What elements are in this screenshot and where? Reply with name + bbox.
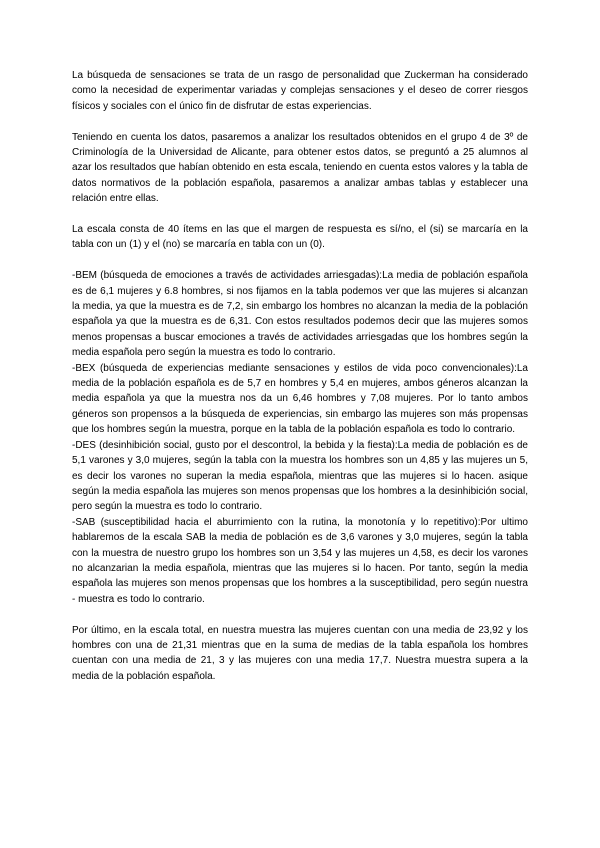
bem-paragraph: -BEM (búsqueda de emociones a través de actividades arriesgadas):La media de población española es de 6,1 mujeres y 6.8 hombres, si nos fijamos en la tabla podemos ver que las mujeres si alcanzan la media, ya que la muestra es de 7,2, sin embargo los hombres no alcanzan la media de la población española ya que la muestra es de 6,31. Con estos resultados podemos decir que las mujeres somos menos propensas a buscar emociones a través de actividades arriesgadas que los hombres según la media española pero según la muestra es todo lo contrario.: [72, 270, 528, 359]
bex-paragraph: -BEX (búsqueda de experiencias mediante sensaciones y estilos de vida poco convencionales):La media de la población española es de 5,7 en hombres y 5,4 en mujeres, ambos géneros alcanzan la media española ya que la muestra nos da un 6,46 hombres y 7,08 mujeres. Por lo tanto ambos géneros son propensos a la búsqueda de experiencias, sin embargo las mujeres son más propensas que los hombres según la muestra, porque en la tabla de la población española es todo lo contrario.: [72, 362, 528, 436]
sab-paragraph: -SAB (susceptibilidad hacia el aburrimiento con la rutina, la monotonía y lo repetitivo):Por ultimo hablaremos de la escala SAB la media de población es de 3,6 varones y 3,0 mujeres, según la tabla con la muestra de nuestro grupo los hombres son un 3,54 y las mujeres un 4,58, es decir los varones no alcanzarian la media española, mientras que las mujeres si lo hacen. Por tanto, según la media española las mujeres son menos propensas que los hombres a la susceptibilidad, pero según nuestra - muestra es todo lo contrario.: [72, 516, 528, 605]
scale-paragraph: La escala consta de 40 ítems en las que el margen de respuesta es sí/no, el (si) se marcaría en la tabla con un (1) y el (no) se marcaría en tabla con un (0).: [72, 224, 528, 251]
des-paragraph: -DES (desinhibición social, gusto por el descontrol, la bebida y la fiesta):La media de población es de 5,1 varones y 3,0 mujeres, según la tabla con la muestra los hombres son un 4,85 y las mujeres un 5, es decir los varones no superan la media española, mientras que las mujeres si lo hacen. asique según la media española las mujeres son menos propensas que los hombres a la desinhibición social, pero según la muestra es todo lo contrario.: [72, 439, 528, 513]
document-page: [72, 68, 528, 684]
conclusion-paragraph: Por último, en la escala total, en nuestra muestra las mujeres cuentan con una media de 23,92 y los hombres con una de 21,31 mientras que en la suma de medias de la tabla española los hombres cuentan con una media de 21, 3 y las mujeres con una media 17,7. Nuestra muestra supera a la media de la población española.: [72, 624, 528, 682]
intro-paragraph: La búsqueda de sensaciones se trata de un rasgo de personalidad que Zuckerman ha considerado como la necesidad de experimentar variadas y complejas sensaciones y el deseo de correr riesgos físicos y sociales con el único fin de disfrutar de estas experiencias.: [72, 70, 528, 112]
context-paragraph: Teniendo en cuenta los datos, pasaremos a analizar los resultados obtenidos en el grupo 4 de 3º de Criminología de la Universidad de Alicante, para obtener estos datos, se preguntó a 25 alumnos al azar los resultados que habían obtenido en esta escala, teniendo en cuenta estos valores y la tabla de datos normativos de la población española, pasaremos a analizar ambas tablas y establecer una relación entre ellas.: [72, 131, 528, 205]
